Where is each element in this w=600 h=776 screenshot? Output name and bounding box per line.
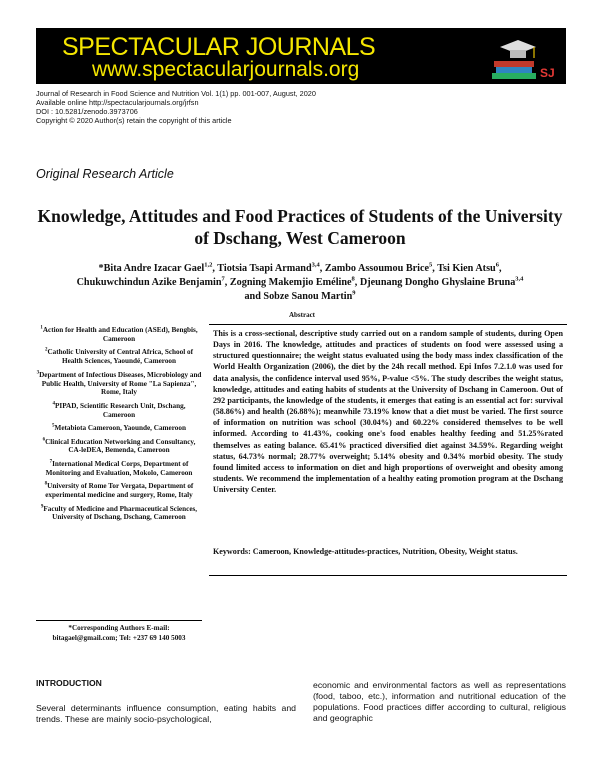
paper-title: Knowledge, Attitudes and Food Practices of Students of the University of Dschang, West Cameroon: [37, 206, 563, 248]
journal-url[interactable]: www.spectacularjournals.org: [92, 58, 360, 81]
affiliation: $^7$International Medical Corps, Department of Monitoring and Evaluation, Mokolo, Cameroon: [45, 459, 193, 477]
affiliation: $^9$Faculty of Medicine and Pharmaceutical Sciences, University of Dschang, Dschang, Cameroon: [40, 504, 198, 522]
affiliation: $^4$PIPAD, Scientific Research Unit, Dschang, Cameroon: [52, 401, 186, 419]
journal-logo-icon: [488, 31, 562, 81]
article-type: Original Research Article: [36, 167, 174, 181]
affiliation: $^8$University of Rome Tor Vergata, Department of experimental medicine and surgery, Rome, Italy: [44, 481, 194, 500]
author: Tiotsia Tsapi Armand$^{3,4}$: [217, 261, 320, 274]
author: Tsi Kien Atsu$^6$: [437, 261, 499, 274]
abstract-text: This is a cross-sectional, descriptive study carried out on a random sample of students, during Open Days in 2016. The knowledge, attitudes and practices of students on food were assessed using a structured questionnaire; the weight status evaluated using the body mass index classification of the World Health Organization (2006), the diet by the 24h recall method. Epi Infos 7.2.1.0 was used for data analysis, the confidence interval used 95%, P-value <5%. The study describes the weight status, knowledge, attitudes and eating habits of students at the University of Dschang in Cameroon. Out of 292 participants, the knowledge of the students, it emerges that eating is an essential act for: survival (58.86%) and health (26.88%); meanwhile 73.19% know that a diet must be varied. The first source of information on nutrition was school (30.04%) and 60.22% considered themselves to be well informed. According to 41.43%, cooking one's food enables healthy feeding and 51.25%rated themselves as eating balance. 65.41% practiced diversified diet against 34.59%. Regarding weight status, 64.73% normal; 28.77% overweight; 5.14% obesity and 0.34% morbid obesity. The study found limited access to information on diet and high proportions of overweight and obesity among students. We recommend the implementation of a healthy eating promotion program at the Dschang University Center.: [213, 329, 563, 495]
intro-left-column: Several determinants influence consumption, eating habits and trends. These are mainly socio-psychological,: [36, 703, 296, 724]
affiliation: $^6$Clinical Education Networking and Consultancy, CA-leDEA, Bemenda, Cameroon: [42, 437, 196, 455]
abstract-heading: Abstract: [288, 311, 316, 319]
corresponding-author: *Corresponding Authors E-mail: bitagael@gmail.com; Tel: +237 69 140 5003: [52, 624, 186, 642]
author: *Bita Andre Izacar Gael$^{1,2}$: [98, 261, 213, 274]
divider: [36, 620, 202, 621]
author: Zogning Makemjio Eméline$^8$: [229, 275, 355, 288]
section-heading-introduction: INTRODUCTION: [36, 678, 102, 688]
author: Djeunang Dongho Ghyslaine Bruna$^{3,4}$: [359, 275, 524, 288]
affiliation: $^5$Metabiota Cameroon, Yaounde, Cameroon: [52, 423, 186, 433]
author-list: *Bita Andre Izacar Gael$^{1,2}$, Tiotsia Tsapi Armand$^{3,4}$, Zambo Assoumou Brice$^5$, Tsi Kien Atsu$^6$, Chukuwchindun Azike Benjamin$^7$, Zogning Makemjio Eméline$^8$, Djeunang Dongho Ghyslaine Bruna$^{3,4}$ and Sobze Sanou Martin$^9$: [76, 261, 524, 302]
journal-logo-letters: SJ: [540, 66, 555, 80]
affiliation: $^3$Department of Infectious Diseases, Microbiology and Public Health, University of Rome "La Sapienza", Rome, Italy: [36, 370, 202, 397]
intro-right-column: economic and environmental factors as well as representations (food, taboo, etc.), information and nutritional education of the populations. Food practices differ according to cultural, religious and geographic: [313, 680, 566, 723]
available-online: Available online http://spectacularjournals.org/jrfsn: [36, 98, 199, 107]
author: Zambo Assoumou Brice$^5$: [324, 261, 433, 274]
journal-citation: Journal of Research in Food Science and Nutrition Vol. 1(1) pp. 001-007, August, 2020: [36, 89, 316, 98]
author: Chukuwchindun Azike Benjamin$^7$: [76, 275, 225, 288]
journal-banner: [36, 28, 566, 84]
doi: DOI : 10.5281/zenodo.3973706: [36, 107, 138, 116]
author: and Sobze Sanou Martin$^9$: [244, 289, 356, 302]
journal-name: SPECTACULAR JOURNALS: [62, 33, 376, 61]
affiliations: [36, 326, 202, 527]
copyright: Copyright © 2020 Author(s) retain the copyright of this article: [36, 116, 232, 125]
affiliation: $^1$Action for Health and Education (ASEd), Bengbis, Cameroon: [40, 325, 198, 343]
keywords: Keywords: Cameroon, Knowledge-attitudes-practices, Nutrition, Obesity, Weight status.: [213, 547, 518, 556]
affiliation: $^2$Catholic University of Central Africa, School of Health Sciences, Yaoundé, Cameroon: [44, 347, 194, 366]
